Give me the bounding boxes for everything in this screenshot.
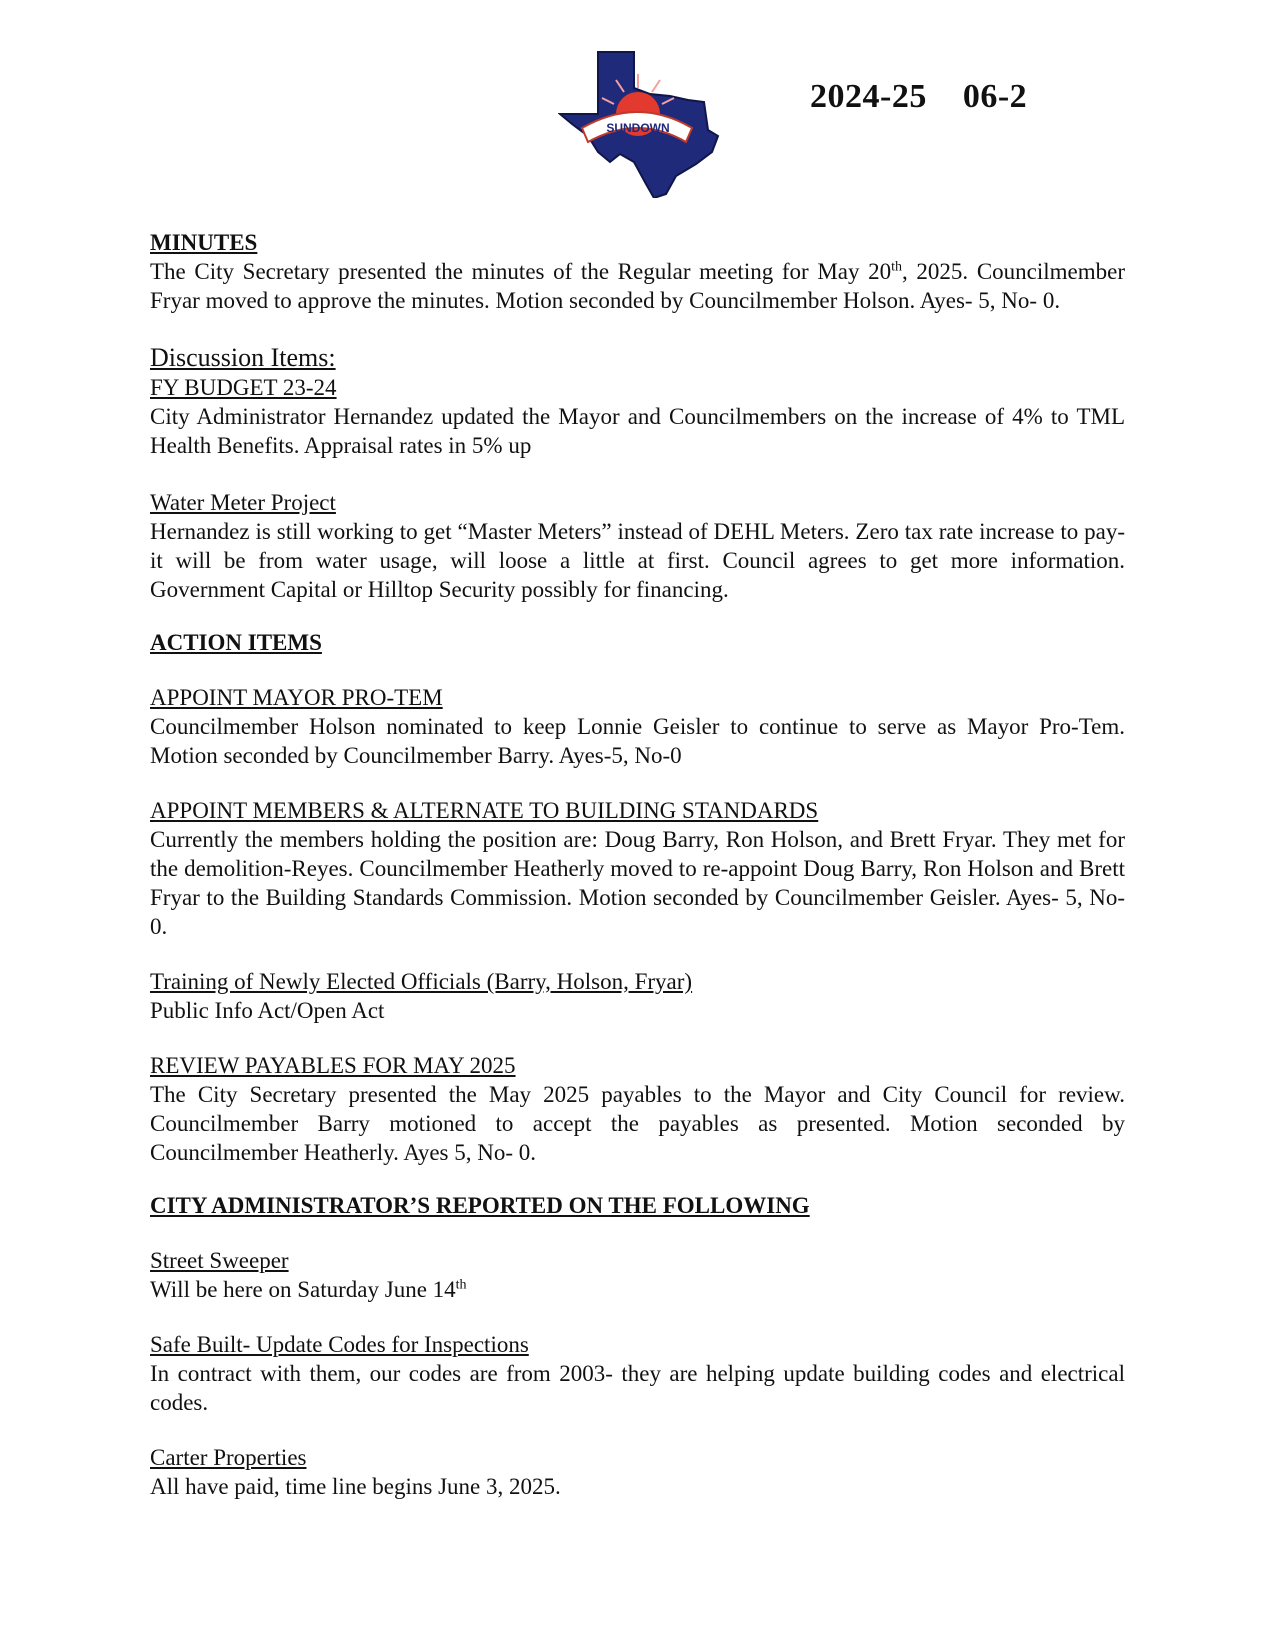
payables-heading: REVIEW PAYABLES FOR MAY 2025 — [150, 1053, 516, 1078]
street-sweeper-text — [150, 1275, 1125, 1304]
action-items-section — [150, 628, 1125, 1167]
safe-built-text: In contract with them, our codes are from 2003- they are helping update building codes and electrical codes. — [150, 1361, 1125, 1415]
water-meter-heading: Water Meter Project — [150, 490, 336, 515]
carter-properties-heading: Carter Properties — [150, 1445, 307, 1470]
minutes-text-b: , 2025. — [902, 259, 969, 284]
payables-text: The City Secretary presented the May 2025 payables to the Mayor and City Council for review. Councilmember Barry motioned to accept the payables as presented. Motion seconded by Councilmember Heatherly. Ayes 5, No- 0. — [150, 1082, 1125, 1165]
document-body — [150, 228, 1125, 1501]
doc-year: 2024-25 — [810, 78, 927, 115]
action-items-heading: ACTION ITEMS — [150, 630, 322, 655]
admin-report-heading: CITY ADMINISTRATOR’S REPORTED ON THE FOLLOWING — [150, 1193, 810, 1218]
mayor-pro-tem-heading: APPOINT MAYOR PRO-TEM — [150, 685, 443, 710]
safe-built-heading: Safe Built- Update Codes for Inspections — [150, 1332, 529, 1357]
carter-properties-text: All have paid, time line begins June 3, 2025. — [150, 1474, 561, 1499]
street-sweeper-text-a: Will be here on Saturday June 14 — [150, 1277, 456, 1302]
training-heading: Training of Newly Elected Officials (Barry, Holson, Fryar) — [150, 969, 693, 994]
doc-number: 06-2 — [962, 78, 1028, 115]
minutes-section — [150, 228, 1125, 315]
logo-text: SUNDOWN — [606, 121, 670, 135]
texas-state-icon — [558, 48, 728, 198]
building-standards-text: Currently the members holding the position are: Doug Barry, Ron Holson, and Brett Fryar. They met for the demolition-Reyes. Councilmember Heatherly moved to re-appoint Doug Barry, Ron Holson and Brett Fryar to the Building Standards Commission. Motion seconded by Councilmember Geisler. Ayes- 5, No- 0. — [150, 827, 1125, 939]
discussion-heading: Discussion Items: — [150, 343, 336, 372]
budget-text: City Administrator Hernandez updated the Mayor and Councilmembers on the increase of 4% to TML Health Benefits. Appraisal rates in 5% up — [150, 404, 1125, 458]
minutes-heading: MINUTES — [150, 230, 258, 255]
building-standards-heading: APPOINT MEMBERS & ALTERNATE TO BUILDING STANDARDS — [150, 798, 819, 823]
street-sweeper-heading: Street Sweeper — [150, 1248, 289, 1273]
admin-report-section — [150, 1191, 1125, 1501]
city-logo — [558, 48, 728, 198]
minutes-text — [150, 257, 1125, 315]
training-text: Public Info Act/Open Act — [150, 998, 385, 1023]
document-number — [810, 78, 1027, 116]
discussion-section — [150, 343, 1125, 604]
minutes-sup: th — [891, 259, 903, 275]
minutes-text-c: Councilmember Fryar moved to approve the minutes. Motion seconded by Councilmember Holson. Ayes- 5, No- 0. — [150, 259, 1126, 313]
street-sweeper-sup: th — [455, 1277, 467, 1293]
budget-heading: FY BUDGET 23-24 — [150, 375, 337, 400]
mayor-pro-tem-text: Councilmember Holson nominated to keep Lonnie Geisler to continue to serve as Mayor Pro-Tem. Motion seconded by Councilmember Barry. Ayes-5, No-0 — [150, 714, 1125, 768]
minutes-text-a: The City Secretary presented the minutes of the Regular meeting for May 20 — [150, 259, 892, 284]
water-meter-text: Hernandez is still working to get “Master Meters” instead of DEHL Meters. Zero tax rate increase to pay-it will be from water usage, will loose a little at first. Council agrees to get more information. Government Capital or Hilltop Security possibly for financing. — [150, 519, 1125, 602]
